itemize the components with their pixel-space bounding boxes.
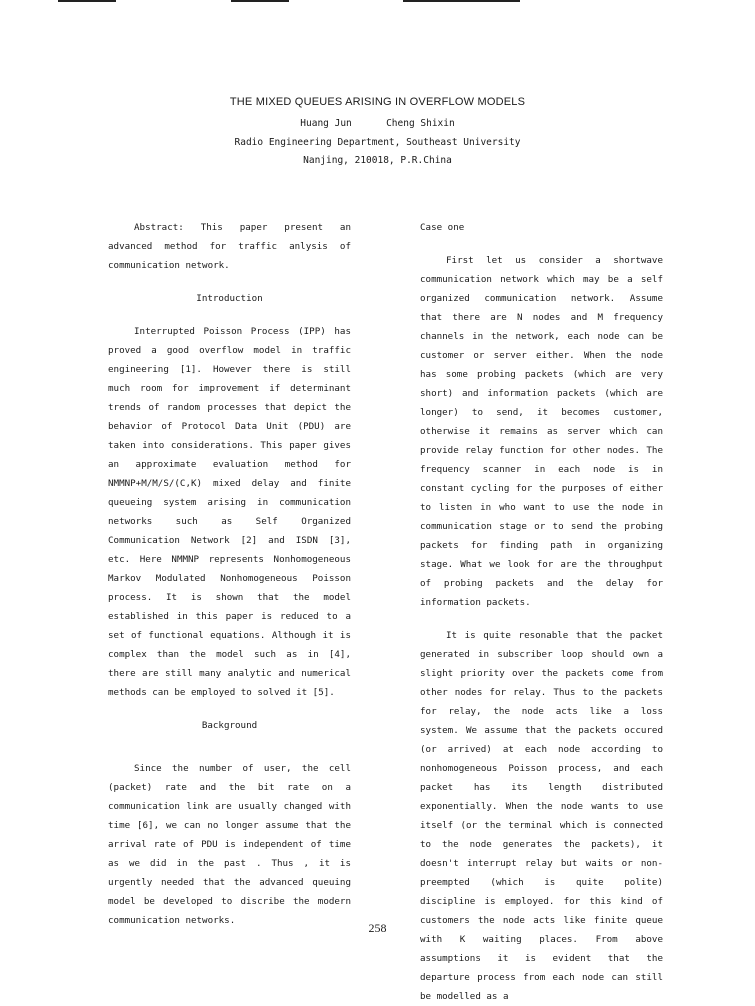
case-one-paragraph-1: First let us consider a shortwave communication network which may be a self organized communication network. Assume that there are N nodes and M frequency channels in the network, each node can be customer or server either. When the node has some probing packets (which are very short) and information packets (which are longer) to send, it becomes customer, otherwise it remains as server which can provide relay function for other nodes. The frequency scanner in each node is in constant cycling for the purposes of either to listen in who want to use the node in communication stage or to send the probing packets for finding path in organizing stage. What we look for are the throughput of probing packets and the delay for information packets. — [420, 255, 663, 608]
affiliation: Radio Engineering Department, Southeast University — [234, 137, 521, 148]
introduction-heading: Introduction — [196, 293, 263, 304]
authors: Huang Jun Cheng Shixin — [300, 118, 455, 129]
spacer — [108, 308, 351, 322]
page-number: 258 — [368, 921, 387, 935]
top-rule-1 — [58, 0, 116, 2]
abstract: Abstract: This paper present an advanced method for traffic anlysis of communication network. — [108, 222, 351, 271]
spacer — [108, 275, 351, 289]
case-one-paragraph-2: It is quite resonable that the packet generated in subscriber loop should own a slight priority over the packets come from other nodes for relay. Thus to the packets for relay, the node acts like a loss system. We assume that the packets occured (or arrived) at each node according to nonhomogeneous Poisson process, and each packet has its length distributed exponentially. When the node wants to use itself (or the terminal which is connected to the node generates the packets), it doesn't interrupt relay but waits or non-preempted (which is quite polite) discipline is employed. for this kind of customers the node acts like finite queue with K waiting places. From above assumptions it is evident that the departure process from each node can still be modelled as a — [420, 630, 663, 1002]
spacer — [108, 735, 351, 759]
case-one-heading: Case one — [420, 222, 465, 233]
top-rule-3 — [403, 0, 520, 2]
left-column — [108, 218, 351, 930]
spacer — [420, 237, 663, 251]
paper-title: THE MIXED QUEUES ARISING IN OVERFLOW MODELS — [229, 96, 526, 108]
address: Nanjing, 210018, P.R.China — [303, 155, 452, 166]
spacer — [108, 702, 351, 716]
introduction-body: Interrupted Poisson Process (IPP) has proved a good overflow model in traffic engineering [1]. However there is still much room for improvement if determinant trends of random processes that depict the behavior of Protocol Data Unit (PDU) are taken into considerations. This paper gives an approximate evaluation method for NMMNP+M/M/S/(C,K) mixed delay and finite queueing system arising in communication networks such as Self Organized Communication Network [2] and ISDN [3], etc. Here NMMNP represents Nonhomogeneous Markov Modulated Nonhomogeneous Poisson process. It is shown that the model established in this paper is reduced to a set of functional equations. Although it is complex than the model such as in [4], there are still many analytic and numerical methods can be employed to solved it [5]. — [108, 326, 351, 698]
background-heading: Background — [201, 720, 258, 731]
spacer — [420, 612, 663, 626]
background-body: Since the number of user, the cell (packet) rate and the bit rate on a communication link are usually changed with time [6], we can no longer assume that the arrival rate of PDU is independent of time as we did in the past . Thus , it is urgently needed that the advanced queuing model be developed to discribe the modern communication networks. — [108, 763, 351, 926]
top-rule-2 — [231, 0, 289, 2]
right-column — [420, 218, 663, 1006]
